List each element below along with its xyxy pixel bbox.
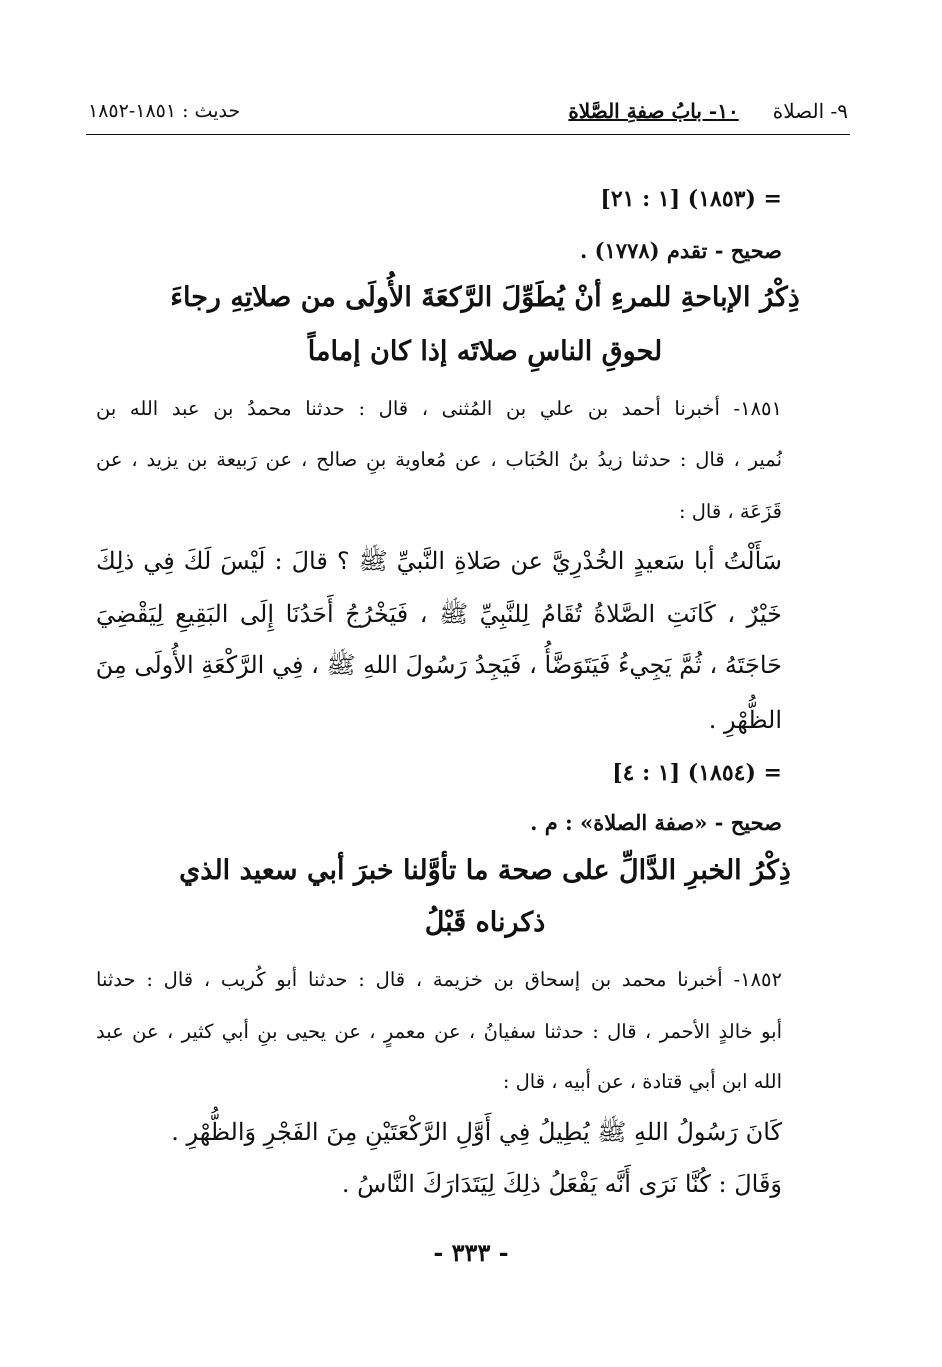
- isnad-line: نُمير ، قال : حدثنا زيدُ بنُ الحُبَاب ، عن مُعاوية بنِ صالح ، عن رَبيعة بن يزيد ، عن: [96, 448, 782, 471]
- matn-line: الظُّهْرِ .: [708, 706, 782, 734]
- isnad-line: ١٨٥١- أخبرنا أحمد بن علي بن المُثنى ، قال : حدثنا محمدُ بن عبد الله بن: [96, 397, 782, 420]
- cross-reference: = (١٨٥٤) [١ : ٤]: [612, 760, 782, 786]
- running-header: [88, 92, 848, 130]
- isnad-line: الله ابن أبي قتادة ، عن أبيه ، قال :: [502, 1070, 782, 1093]
- grading-note: صحيح - تقدم (١٧٧٨) .: [579, 238, 782, 263]
- isnad-line: أبو خالدٍ الأحمر ، قال : حدثنا سفيانُ ، عن معمرٍ ، عن يحيى بنِ أبي كثير ، عن عبد: [96, 1020, 782, 1043]
- header-rule: [86, 134, 850, 135]
- page-number: - ٣٣٣ -: [433, 1238, 509, 1267]
- matn-line: سَأَلْتُ أبا سَعيدٍ الخُدْرِيَّ عن صَلاةِ النَّبيِّ ﷺ ؟ قالَ : لَيْسَ لَكَ فِي ذلِكَ: [96, 547, 782, 575]
- cross-reference: = (١٨٥٣) [١ : ٢١]: [600, 186, 782, 212]
- header-right: [568, 99, 848, 123]
- matn-line: خَيْرٌ ، كَانَتِ الصَّلاةُ تُقَامُ لِلنَّبِيِّ ﷺ ، فَيَخْرُجُ أَحَدُنَا إِلَى البَقِيعِ لِيَقْضِيَ: [96, 600, 782, 628]
- section-heading-line-1: ذِكْرُ الخبرِ الدَّالِّ على صحة ما تأوَّلنا خبرَ أبي سعيد الذي: [179, 855, 791, 886]
- matn-line: كَانَ رَسُولُ اللهِ ﷺ يُطِيلُ فِي أَوَّلِ الرَّكْعَتَيْنِ مِنَ الفَجْرِ وَالظُّهْرِ .: [171, 1118, 782, 1146]
- isnad-line: ١٨٥٢- أخبرنا محمد بن إسحاق بن خزيمة ، قال : حدثنا أبو كُريب ، قال : حدثنا: [96, 968, 782, 991]
- section-heading-line-2: ذكرناه قَبْلُ: [424, 907, 546, 938]
- matn-line: حَاجَتَهُ ، ثُمَّ يَجِيءُ فَيَتَوَضَّأُ ، فَيَجِدُ رَسُولَ اللهِ ﷺ ، فِي الرَّكْعَةِ الأُولَى مِنَ: [95, 651, 782, 679]
- hadith-range: حديث : ١٨٥١-١٨٥٢: [88, 100, 241, 122]
- book-title: ٩- الصلاة: [772, 99, 848, 123]
- section-heading-line-1: ذِكْرُ الإباحةِ للمرءِ أنْ يُطَوِّلَ الرَّكعَةَ الأُولَى من صلاتِهِ رجاءَ: [170, 282, 800, 313]
- chapter-title: ١٠- بابُ صفةِ الصَّلاة: [568, 99, 739, 123]
- section-heading-line-2: لحوقِ الناسِ صلاتَه إذا كان إماماً: [307, 336, 663, 367]
- matn-line: وَقَالَ : كُنَّا نَرَى أَنَّه يَفْعَلُ ذلِكَ لِيَتَدَارَكَ النَّاسُ .: [341, 1170, 782, 1198]
- grading-note: صحيح - «صفة الصلاة» : م .: [530, 810, 782, 835]
- isnad-line: قَزَعَة ، قال :: [678, 500, 782, 523]
